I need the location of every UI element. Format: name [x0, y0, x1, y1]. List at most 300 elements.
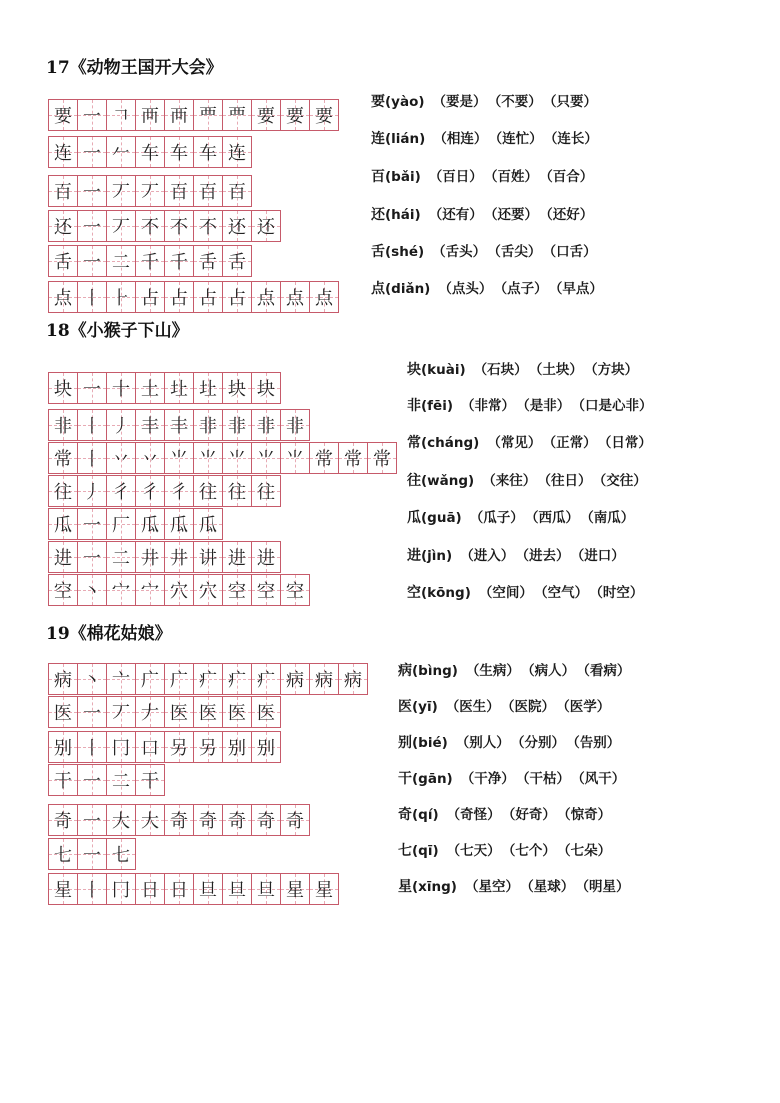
vocab-word: （百合） — [546, 169, 594, 185]
stroke-cell — [78, 137, 107, 167]
stroke-glyph: 丷 — [112, 449, 130, 470]
lesson-title: 17《动物王国开大会》 — [46, 58, 223, 78]
stroke-cell — [223, 137, 252, 167]
stroke-glyph: 非 — [199, 416, 217, 437]
stroke-cell — [78, 100, 107, 130]
stroke-glyph: 医 — [199, 703, 217, 724]
vocab-line — [371, 277, 603, 301]
vocab-line — [371, 240, 597, 264]
stroke-cell — [194, 100, 223, 130]
stroke-cell — [310, 100, 339, 130]
stroke-glyph: 圵 — [199, 379, 217, 400]
stroke-glyph: 丆 — [141, 182, 159, 203]
vocab-pinyin: (guā) — [421, 510, 462, 526]
vocab-character: 舌 — [371, 244, 385, 260]
vocab-line — [407, 358, 638, 382]
stroke-cell — [165, 509, 194, 539]
stroke-cell — [136, 542, 165, 572]
vocab-line — [398, 731, 620, 755]
stroke-order-grid — [48, 175, 252, 207]
stroke-glyph: 另 — [199, 738, 217, 759]
stroke-glyph: 舌 — [199, 252, 217, 273]
stroke-glyph: 占 — [170, 288, 188, 309]
stroke-cell — [194, 211, 223, 241]
stroke-glyph: 百 — [54, 182, 72, 203]
stroke-cell — [252, 664, 281, 694]
stroke-glyph: 二 — [112, 548, 130, 569]
stroke-cell — [49, 575, 78, 605]
stroke-cell — [194, 137, 223, 167]
stroke-cell — [223, 443, 252, 473]
vocab-word: （风干） — [577, 771, 626, 787]
vocab-character: 进 — [407, 548, 421, 564]
vocab-word: （百姓） — [490, 169, 538, 185]
vocab-word: （是非） — [523, 398, 571, 414]
vocab-word: （生病） — [465, 663, 520, 679]
stroke-glyph: 星 — [286, 880, 304, 901]
stroke-glyph: 讲 — [199, 548, 217, 569]
stroke-cell — [223, 732, 252, 762]
vocab-word: （干净） — [460, 771, 515, 787]
vocab-line — [407, 469, 647, 493]
stroke-cell — [49, 211, 78, 241]
stroke-cell — [78, 542, 107, 572]
stroke-cell — [136, 874, 165, 904]
stroke-glyph: ⺌ — [286, 449, 304, 470]
vocab-pinyin: (hái) — [385, 207, 421, 223]
vocab-pinyin: (lián) — [385, 131, 426, 147]
stroke-glyph: 块 — [228, 379, 246, 400]
vocab-word: （医院） — [507, 699, 556, 715]
stroke-cell — [165, 211, 194, 241]
vocab-word: （七天） — [446, 843, 501, 859]
stroke-cell — [194, 373, 223, 403]
stroke-glyph: 医 — [170, 703, 188, 724]
stroke-glyph: 丿 — [83, 482, 101, 503]
stroke-cell — [78, 211, 107, 241]
stroke-cell — [339, 664, 368, 694]
vocab-character: 别 — [398, 735, 412, 751]
stroke-glyph: 丆 — [112, 182, 130, 203]
stroke-cell — [49, 509, 78, 539]
stroke-glyph: 还 — [257, 217, 275, 238]
stroke-cell — [49, 839, 78, 869]
stroke-cell — [310, 664, 339, 694]
vocab-character: 还 — [371, 207, 385, 223]
vocab-word: （七朵） — [563, 843, 612, 859]
stroke-cell — [281, 664, 310, 694]
stroke-cell — [165, 732, 194, 762]
stroke-cell — [107, 176, 136, 206]
stroke-glyph: 丰 — [170, 416, 188, 437]
vocab-character: 奇 — [398, 807, 412, 823]
stroke-glyph: 丶 — [83, 581, 101, 602]
vocab-line — [407, 431, 652, 455]
stroke-cell — [136, 575, 165, 605]
stroke-cell — [310, 443, 339, 473]
stroke-order-grid — [48, 372, 281, 404]
stroke-cell — [136, 509, 165, 539]
stroke-glyph: 襾 — [170, 106, 188, 127]
stroke-cell — [49, 246, 78, 276]
stroke-cell — [252, 697, 281, 727]
stroke-cell — [136, 732, 165, 762]
stroke-cell — [136, 664, 165, 694]
stroke-cell — [339, 443, 368, 473]
stroke-cell — [49, 805, 78, 835]
stroke-cell — [281, 443, 310, 473]
vocab-pinyin: (fēi) — [421, 398, 453, 414]
stroke-glyph: 点 — [54, 288, 72, 309]
vocab-word: （分别） — [517, 735, 566, 751]
stroke-cell — [78, 765, 107, 795]
stroke-cell — [136, 176, 165, 206]
stroke-order-grid — [48, 475, 281, 507]
stroke-cell — [78, 732, 107, 762]
vocab-word: （病人） — [527, 663, 576, 679]
stroke-cell — [107, 443, 136, 473]
stroke-glyph: 百 — [170, 182, 188, 203]
lesson-title: 19《棉花姑娘》 — [46, 624, 172, 644]
stroke-glyph: 占 — [141, 288, 159, 309]
stroke-glyph: 穴 — [199, 581, 217, 602]
stroke-glyph: 非 — [54, 416, 72, 437]
stroke-order-grid — [48, 574, 310, 606]
stroke-glyph: 不 — [141, 217, 159, 238]
vocab-word: （不要） — [494, 94, 542, 110]
vocab-word: （七个） — [508, 843, 556, 859]
stroke-glyph: 一 — [83, 106, 101, 127]
vocab-word: （看病） — [583, 663, 631, 679]
stroke-cell — [107, 137, 136, 167]
stroke-glyph: 不 — [199, 217, 217, 238]
stroke-cell — [107, 664, 136, 694]
stroke-cell — [252, 100, 281, 130]
stroke-glyph: 一 — [83, 143, 101, 164]
stroke-glyph: 广 — [170, 670, 188, 691]
stroke-glyph: 常 — [54, 449, 72, 470]
stroke-glyph: 往 — [257, 482, 275, 503]
stroke-order-grid — [48, 764, 165, 796]
vocab-character: 要 — [371, 94, 385, 110]
stroke-cell — [107, 282, 136, 312]
stroke-glyph: 奇 — [228, 811, 246, 832]
stroke-cell — [281, 282, 310, 312]
stroke-cell — [281, 100, 310, 130]
stroke-cell — [49, 765, 78, 795]
vocab-line — [371, 165, 593, 189]
stroke-glyph: 一 — [83, 771, 101, 792]
vocab-pinyin: (bǎi) — [385, 169, 421, 185]
vocab-word: （进入） — [460, 548, 515, 564]
stroke-glyph: 奇 — [199, 811, 217, 832]
stroke-cell — [194, 697, 223, 727]
stroke-glyph: 进 — [228, 548, 246, 569]
stroke-glyph: 𠂇 — [141, 703, 159, 724]
stroke-cell — [49, 732, 78, 762]
stroke-order-grid — [48, 409, 310, 441]
stroke-glyph: 口 — [141, 738, 159, 759]
vocab-pinyin: (qī) — [412, 843, 439, 859]
stroke-glyph: 病 — [315, 670, 333, 691]
stroke-cell — [252, 542, 281, 572]
stroke-cell — [165, 410, 194, 440]
vocab-character: 连 — [371, 131, 385, 147]
stroke-order-grid — [48, 442, 397, 474]
vocab-word: （舌头） — [432, 244, 487, 260]
stroke-glyph: 非 — [257, 416, 275, 437]
stroke-cell — [107, 410, 136, 440]
stroke-glyph: 星 — [315, 880, 333, 901]
vocab-word: （口是心非） — [578, 398, 653, 414]
stroke-cell — [368, 443, 397, 473]
stroke-cell — [252, 575, 281, 605]
stroke-glyph: 丷 — [141, 449, 159, 470]
stroke-glyph: 井 — [170, 548, 188, 569]
vocab-word: （点头） — [438, 281, 493, 297]
stroke-glyph: 圵 — [170, 379, 188, 400]
stroke-cell — [78, 697, 107, 727]
stroke-glyph: ⺌ — [199, 449, 217, 470]
vocab-word: （正常） — [549, 435, 597, 451]
vocab-pinyin: (bié) — [412, 735, 448, 751]
stroke-cell — [223, 282, 252, 312]
stroke-cell — [78, 246, 107, 276]
stroke-glyph: 要 — [286, 106, 304, 127]
stroke-cell — [78, 839, 107, 869]
stroke-glyph: 干 — [141, 771, 159, 792]
stroke-glyph: 奇 — [257, 811, 275, 832]
stroke-glyph: 冂 — [112, 738, 130, 759]
stroke-glyph: 进 — [54, 548, 72, 569]
stroke-glyph: 丿 — [112, 416, 130, 437]
stroke-cell — [49, 664, 78, 694]
vocab-character: 块 — [407, 362, 421, 378]
vocab-word: （百日） — [428, 169, 483, 185]
vocab-word: （只要） — [549, 94, 598, 110]
vocab-line — [407, 506, 634, 530]
stroke-glyph: 百 — [228, 182, 246, 203]
vocab-line — [407, 581, 643, 605]
stroke-cell — [78, 476, 107, 506]
vocab-pinyin: (kōng) — [421, 585, 471, 601]
stroke-cell — [223, 100, 252, 130]
stroke-glyph: 宀 — [141, 581, 159, 602]
stroke-glyph: 襾 — [141, 106, 159, 127]
stroke-glyph: 丶 — [83, 670, 101, 691]
vocab-line — [398, 803, 611, 827]
vocab-character: 干 — [398, 771, 412, 787]
stroke-cell — [49, 443, 78, 473]
stroke-cell — [165, 805, 194, 835]
vocab-character: 往 — [407, 473, 421, 489]
stroke-glyph: 别 — [228, 738, 246, 759]
vocab-word: （土块） — [535, 362, 583, 378]
stroke-glyph: 七 — [112, 845, 130, 866]
stroke-glyph: 点 — [315, 288, 333, 309]
stroke-glyph: 一 — [83, 217, 101, 238]
vocab-word: （进口） — [577, 548, 625, 564]
stroke-order-grid — [48, 210, 281, 242]
vocab-character: 医 — [398, 699, 412, 715]
stroke-cell — [252, 476, 281, 506]
stroke-cell — [223, 246, 252, 276]
stroke-glyph: 车 — [170, 143, 188, 164]
stroke-glyph: 丨 — [83, 288, 101, 309]
stroke-order-grid — [48, 696, 281, 728]
stroke-glyph: 旦 — [228, 880, 246, 901]
vocab-line — [398, 839, 611, 863]
vocab-word: （惊奇） — [563, 807, 612, 823]
stroke-glyph: 另 — [170, 738, 188, 759]
stroke-cell — [223, 176, 252, 206]
vocab-word: （非常） — [461, 398, 515, 414]
stroke-cell — [49, 697, 78, 727]
vocab-word: （方块） — [590, 362, 639, 378]
stroke-glyph: 块 — [54, 379, 72, 400]
stroke-glyph: 二 — [112, 252, 130, 273]
stroke-cell — [252, 443, 281, 473]
stroke-glyph: 非 — [286, 416, 304, 437]
stroke-glyph: 丨 — [83, 738, 101, 759]
stroke-glyph: 病 — [286, 670, 304, 691]
vocab-word: （石块） — [473, 362, 528, 378]
stroke-cell — [107, 575, 136, 605]
stroke-cell — [78, 575, 107, 605]
stroke-glyph: 要 — [315, 106, 333, 127]
stroke-glyph: 舌 — [54, 252, 72, 273]
stroke-glyph: 奇 — [286, 811, 304, 832]
stroke-order-grid — [48, 136, 252, 168]
vocab-word: （连长） — [550, 131, 598, 147]
stroke-cell — [194, 732, 223, 762]
stroke-glyph: 日 — [141, 880, 159, 901]
stroke-order-grid — [48, 731, 281, 763]
stroke-cell — [223, 805, 252, 835]
stroke-glyph: 点 — [257, 288, 275, 309]
lesson-title: 18《小猴子下山》 — [46, 321, 189, 341]
stroke-glyph: 医 — [54, 703, 72, 724]
stroke-glyph: 空 — [286, 581, 304, 602]
vocab-character: 星 — [398, 879, 412, 895]
stroke-cell — [107, 509, 136, 539]
stroke-glyph: 疒 — [199, 670, 217, 691]
vocab-word: （医学） — [563, 699, 611, 715]
stroke-cell — [223, 410, 252, 440]
stroke-cell — [78, 443, 107, 473]
stroke-cell — [194, 542, 223, 572]
stroke-cell — [165, 697, 194, 727]
stroke-order-grid — [48, 663, 368, 695]
vocab-word: （口舌） — [549, 244, 597, 260]
stroke-cell — [165, 246, 194, 276]
stroke-cell — [194, 664, 223, 694]
stroke-cell — [223, 697, 252, 727]
stroke-glyph: 星 — [54, 880, 72, 901]
vocab-line — [398, 875, 629, 899]
stroke-glyph: 彳 — [170, 482, 188, 503]
stroke-cell — [165, 282, 194, 312]
stroke-cell — [281, 410, 310, 440]
stroke-cell — [78, 509, 107, 539]
stroke-cell — [223, 874, 252, 904]
stroke-glyph: 冂 — [112, 880, 130, 901]
stroke-glyph: 旦 — [199, 880, 217, 901]
stroke-cell — [165, 176, 194, 206]
stroke-cell — [165, 373, 194, 403]
stroke-glyph: ⺌ — [228, 449, 246, 470]
vocab-word: （告别） — [573, 735, 621, 751]
vocab-pinyin: (jìn) — [421, 548, 453, 564]
vocab-word: （交往） — [599, 473, 647, 489]
vocab-word: （时空） — [596, 585, 644, 601]
stroke-glyph: 一 — [83, 548, 101, 569]
stroke-glyph: 往 — [54, 482, 72, 503]
stroke-cell — [136, 410, 165, 440]
stroke-cell — [165, 476, 194, 506]
stroke-cell — [49, 410, 78, 440]
vocab-word: （星空） — [464, 879, 519, 895]
stroke-glyph: 一 — [83, 182, 101, 203]
stroke-glyph: 连 — [228, 143, 246, 164]
vocab-word: （常见） — [487, 435, 542, 451]
vocab-word: （早点） — [555, 281, 603, 297]
stroke-glyph: 常 — [373, 449, 391, 470]
stroke-glyph: 丨 — [83, 449, 101, 470]
stroke-cell — [252, 282, 281, 312]
stroke-cell — [136, 373, 165, 403]
stroke-cell — [107, 697, 136, 727]
vocab-pinyin: (yī) — [412, 699, 438, 715]
vocab-character: 点 — [371, 281, 385, 297]
stroke-glyph: 土 — [141, 379, 159, 400]
stroke-cell — [78, 373, 107, 403]
stroke-cell — [165, 443, 194, 473]
stroke-cell — [165, 542, 194, 572]
stroke-glyph: 占 — [228, 288, 246, 309]
stroke-glyph: 瓜 — [54, 515, 72, 536]
vocab-pinyin: (xīng) — [412, 879, 457, 895]
stroke-glyph: 要 — [257, 106, 275, 127]
stroke-cell — [252, 410, 281, 440]
stroke-cell — [310, 874, 339, 904]
stroke-glyph: 进 — [257, 548, 275, 569]
stroke-cell — [49, 282, 78, 312]
vocab-word: （奇怪） — [446, 807, 501, 823]
vocab-word: （连忙） — [495, 131, 543, 147]
vocab-line — [407, 394, 653, 418]
stroke-cell — [78, 176, 107, 206]
stroke-cell — [281, 805, 310, 835]
vocab-pinyin: (shé) — [385, 244, 425, 260]
vocab-line — [407, 544, 625, 568]
stroke-cell — [49, 100, 78, 130]
stroke-cell — [281, 874, 310, 904]
stroke-cell — [78, 410, 107, 440]
stroke-cell — [194, 575, 223, 605]
stroke-cell — [49, 373, 78, 403]
stroke-cell — [281, 575, 310, 605]
stroke-glyph: 车 — [141, 143, 159, 164]
stroke-glyph: ⺊ — [112, 288, 130, 309]
stroke-order-grid — [48, 245, 252, 277]
stroke-cell — [107, 765, 136, 795]
vocab-word: （舌尖） — [494, 244, 542, 260]
stroke-glyph: 一 — [83, 515, 101, 536]
stroke-glyph: 丆 — [112, 703, 130, 724]
stroke-cell — [49, 137, 78, 167]
stroke-glyph: 车 — [199, 143, 217, 164]
